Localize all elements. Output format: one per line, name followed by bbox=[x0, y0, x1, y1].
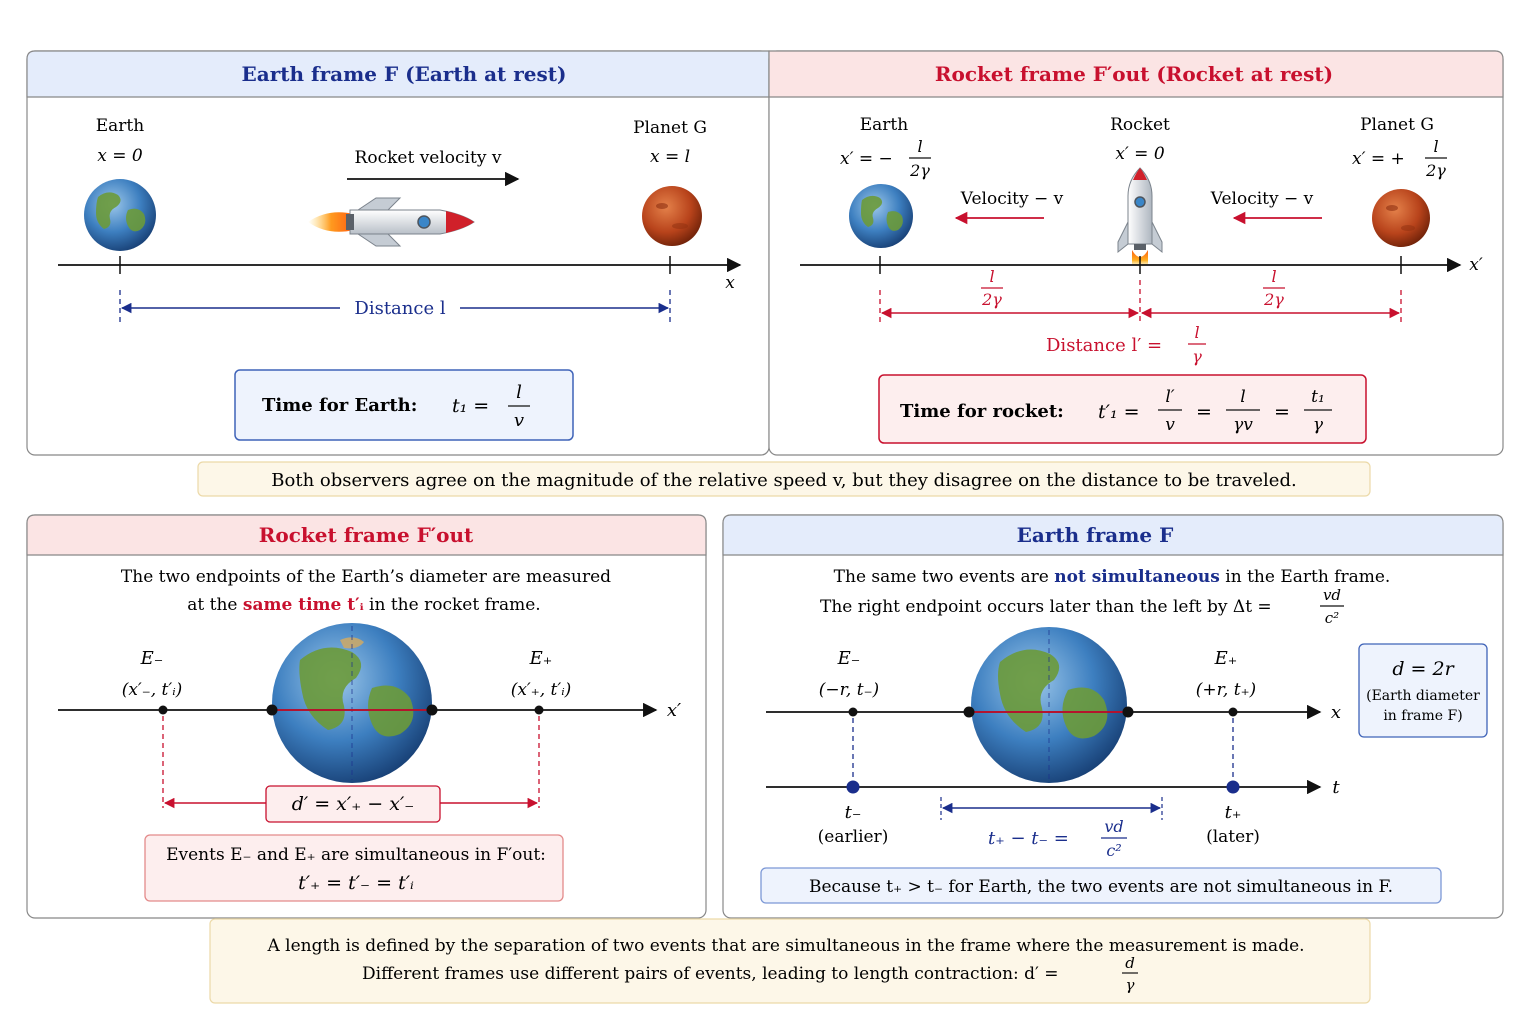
efb-e-minus: E₋ bbox=[837, 648, 861, 669]
rf-planet-label: Planet G bbox=[1360, 115, 1434, 135]
rfb-e-minus-coord: (x′₋, t′ᵢ) bbox=[121, 680, 183, 700]
efb-x-axis-label: x bbox=[1330, 702, 1342, 723]
planet-position: x = l bbox=[649, 147, 691, 167]
rocket-frame-top-panel bbox=[769, 51, 1503, 455]
half-right-num: l bbox=[1271, 267, 1277, 286]
rf-planet-icon bbox=[1372, 189, 1430, 247]
efb-t-minus-note: (earlier) bbox=[817, 827, 889, 847]
efb-t-axis-label: t bbox=[1332, 777, 1340, 798]
efb-dt-lhs: t₊ − t₋ = bbox=[988, 828, 1069, 849]
planet-g-icon bbox=[642, 186, 702, 246]
diameter-line2: (Earth diameter bbox=[1366, 688, 1480, 704]
rf-planet-pos-den: 2γ bbox=[1426, 161, 1446, 180]
half-left-num: l bbox=[989, 267, 995, 286]
efb-e-minus-coord: (−r, t₋) bbox=[818, 680, 880, 700]
time-rocket-f3-num: t₁ bbox=[1311, 387, 1325, 407]
rf-rocket-pos: x′ = 0 bbox=[1115, 144, 1165, 164]
earth-icon bbox=[84, 179, 156, 251]
d-prime-formula: d′ = x′₊ − x′₋ bbox=[291, 793, 415, 815]
diameter-line1: d = 2r bbox=[1392, 658, 1454, 680]
rfb-e-plus: E₊ bbox=[529, 648, 553, 669]
rf-earth-label: Earth bbox=[859, 115, 909, 135]
efb-dt-den: c² bbox=[1106, 841, 1122, 860]
because-text: Because t₊ > t₋ for Earth, the two events are not simultaneous in F. bbox=[808, 877, 1394, 897]
rf-rocket-label: Rocket bbox=[1110, 115, 1170, 135]
earth-frame-bottom-title: Earth frame F bbox=[1016, 523, 1174, 547]
earth-frame-top-panel bbox=[27, 51, 769, 455]
bottom-note-line2: Different frames use different pairs of events, leading to length contraction: d′ = bbox=[362, 964, 1059, 984]
time-rocket-eq1: = bbox=[1196, 401, 1212, 423]
time-for-rocket-label: Time for rocket: bbox=[900, 401, 1064, 422]
rfb-x-prime-label: x′ bbox=[666, 700, 682, 721]
rfb-desc-line1: The two endpoints of the Earth’s diameter are measured bbox=[120, 567, 612, 587]
time-rocket-f1-den: v bbox=[1165, 415, 1175, 435]
planet-label: Planet G bbox=[633, 118, 707, 138]
rf-planet-pos-lhs: x′ = + bbox=[1352, 149, 1405, 169]
distance-l-label: Distance l bbox=[354, 298, 446, 319]
half-right-den: 2γ bbox=[1264, 290, 1284, 309]
time-earth-num: l bbox=[516, 382, 522, 403]
simultaneous-line2: t′₊ = t′₋ = t′ᵢ bbox=[298, 872, 414, 894]
rfb-earth-icon bbox=[272, 623, 432, 783]
efb-e-plus-coord: (+r, t₊) bbox=[1195, 680, 1257, 700]
rocket-velocity-label: Rocket velocity v bbox=[354, 148, 502, 168]
time-rocket-t1: t′₁ = bbox=[1098, 401, 1140, 423]
rf-earth-icon bbox=[849, 184, 913, 248]
earth-frame-bottom-panel bbox=[723, 515, 1503, 918]
rocket-frame-bottom-title: Rocket frame F′out bbox=[258, 523, 474, 547]
time-rocket-eq2: = bbox=[1274, 401, 1290, 423]
rocket-frame-bottom-panel bbox=[27, 515, 706, 918]
time-rocket-f2-num: l bbox=[1240, 387, 1246, 407]
efb-desc-line2: The right endpoint occurs later than the left by Δt = bbox=[820, 597, 1272, 617]
rf-earth-pos-lhs: x′ = − bbox=[840, 149, 893, 169]
efb-dt-num: vd bbox=[1104, 817, 1124, 836]
middle-note bbox=[198, 462, 1370, 496]
distance-lprime-num: l bbox=[1194, 323, 1200, 342]
distance-lprime-lhs: Distance l′ = bbox=[1046, 335, 1163, 356]
time-rocket-f2-den: γv bbox=[1233, 415, 1253, 435]
time-rocket-f3-den: γ bbox=[1312, 415, 1324, 435]
efb-t-plus: t₊ bbox=[1224, 802, 1242, 823]
middle-note-text: Both observers agree on the magnitude of the relative speed v, but they disagree on the distance to be traveled. bbox=[271, 470, 1297, 491]
efb-t-plus-note: (later) bbox=[1206, 827, 1260, 847]
rocket-frame-top-title: Rocket frame F′out (Rocket at rest) bbox=[934, 62, 1334, 86]
earth-position: x = 0 bbox=[97, 146, 143, 166]
bottom-note-line1: A length is defined by the separation of two events that are simultaneous in the frame where the measurement is made. bbox=[267, 936, 1305, 956]
rf-planet-pos-num: l bbox=[1433, 137, 1439, 156]
efb-earth-icon bbox=[971, 627, 1127, 783]
efb-t-minus: t₋ bbox=[844, 802, 862, 823]
rfb-e-minus: E₋ bbox=[140, 648, 164, 669]
diameter-line3: in frame F) bbox=[1383, 708, 1463, 724]
earth-label: Earth bbox=[95, 116, 145, 136]
time-for-earth-label: Time for Earth: bbox=[262, 395, 418, 416]
bottom-note bbox=[210, 919, 1370, 1003]
velocity-right-label: Velocity − v bbox=[1210, 189, 1314, 209]
time-earth-lhs: t₁ = bbox=[452, 395, 490, 417]
simultaneous-line1: Events E₋ and E₊ are simultaneous in F′out: bbox=[166, 845, 546, 865]
bottom-note-line2-den: γ bbox=[1125, 976, 1135, 994]
rfb-e-plus-coord: (x′₊, t′ᵢ) bbox=[510, 680, 572, 700]
time-earth-den: v bbox=[513, 410, 525, 431]
half-left-den: 2γ bbox=[982, 290, 1002, 309]
time-rocket-f1-num: l′ bbox=[1165, 387, 1175, 407]
velocity-left-label: Velocity − v bbox=[960, 189, 1064, 209]
rfb-desc-line2: at the same time t′ᵢ in the rocket frame. bbox=[187, 595, 541, 615]
efb-desc-line1: The same two events are not simultaneous in the Earth frame. bbox=[833, 567, 1391, 587]
efb-desc-line2-num: vd bbox=[1322, 586, 1342, 604]
efb-e-plus: E₊ bbox=[1214, 648, 1238, 669]
bottom-note-line2-num: d bbox=[1125, 954, 1135, 972]
rf-earth-pos-num: l bbox=[917, 137, 923, 156]
distance-lprime-den: γ bbox=[1192, 347, 1202, 366]
earth-frame-top-title: Earth frame F (Earth at rest) bbox=[241, 62, 567, 86]
efb-desc-line2-den: c² bbox=[1324, 609, 1340, 627]
rf-earth-pos-den: 2γ bbox=[910, 161, 930, 180]
x-axis-label: x bbox=[725, 273, 735, 293]
x-prime-axis-label: x′ bbox=[1469, 255, 1483, 275]
